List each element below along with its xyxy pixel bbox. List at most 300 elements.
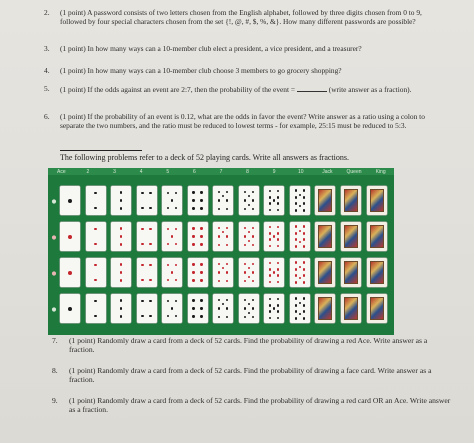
playing-card: [86, 222, 106, 251]
card-pip: [167, 300, 169, 302]
question-6: [44, 112, 444, 130]
card-pip: [277, 202, 279, 204]
face-card-art: [318, 261, 332, 284]
playing-card: [188, 222, 208, 251]
playing-card: [264, 294, 284, 323]
rank-label: 10: [298, 169, 304, 175]
face-card-art: [344, 297, 358, 320]
card-pip: [277, 238, 279, 240]
card-pip: [68, 307, 72, 311]
card-pip: [120, 307, 122, 309]
card-pip: [226, 199, 228, 201]
card-pip: [94, 192, 96, 194]
card-pip: [269, 281, 271, 283]
card-pip: [252, 199, 254, 201]
playing-card: [290, 258, 310, 287]
card-pip: [295, 238, 297, 240]
playing-card: [315, 258, 335, 287]
card-pip: [303, 261, 305, 263]
card-pip: [273, 235, 275, 237]
playing-card: [290, 222, 310, 251]
card-pip: [175, 207, 177, 209]
card-pip: [167, 243, 169, 245]
face-card-art: [370, 261, 384, 284]
card-pip: [68, 271, 72, 275]
card-pip: [303, 268, 305, 270]
rank-labels: [48, 168, 394, 177]
card-pip: [269, 310, 271, 312]
playing-card: [239, 186, 259, 215]
face-card-art: [370, 297, 384, 320]
playing-card: [315, 222, 335, 251]
card-pip: [303, 202, 305, 204]
rank-label: Queen: [346, 169, 362, 175]
card-pip: [295, 317, 297, 319]
card-pip: [295, 310, 297, 312]
question-8: [52, 366, 452, 385]
card-pip: [299, 266, 301, 268]
card-pip: [226, 263, 228, 265]
card-pip: [200, 227, 202, 229]
playing-card: [86, 294, 106, 323]
card-pip: [200, 299, 202, 301]
card-pip: [171, 235, 173, 237]
card-pip: [269, 196, 271, 198]
question-number: 5.: [44, 84, 50, 93]
card-pip: [248, 267, 250, 269]
card-pip: [244, 307, 246, 309]
card-pip: [167, 192, 169, 194]
card-pip: [248, 276, 250, 278]
card-pip: [226, 235, 228, 237]
card-pip: [192, 279, 194, 281]
question-2: [44, 8, 444, 26]
playing-card: [367, 294, 387, 323]
card-pip: [277, 209, 279, 211]
card-pip: [277, 245, 279, 247]
card-pip: [295, 297, 297, 299]
question-number: 3.: [44, 44, 50, 53]
card-pip: [299, 194, 301, 196]
card-pip: [94, 207, 96, 209]
playing-card: [239, 258, 259, 287]
face-card-art: [318, 225, 332, 248]
card-pip: [94, 228, 96, 230]
question-text: (1 point) If the probability of an event is 0.12, what are the odds in favor the event? Write answer as a ratio using a colon to separate the two numbers, and the ratio must be reduced to lowest terms - for example, 25:15 must be reduced to 5:3.: [60, 112, 425, 131]
card-pip: [226, 271, 228, 273]
question-number: 4.: [44, 66, 50, 75]
card-pip: [244, 235, 246, 237]
card-pip: [226, 307, 228, 309]
card-pip: [269, 262, 271, 264]
card-pip: [222, 195, 224, 197]
card-pip: [295, 196, 297, 198]
playing-card: [213, 294, 233, 323]
card-pip: [200, 199, 202, 201]
playing-card: [367, 186, 387, 215]
card-pip: [175, 279, 177, 281]
card-pip: [303, 209, 305, 211]
playing-card: [213, 258, 233, 287]
card-pip: [149, 315, 151, 317]
card-pip: [244, 208, 246, 210]
card-pip: [120, 315, 122, 317]
playing-card: [137, 258, 157, 287]
face-card-art: [344, 189, 358, 212]
card-pip: [303, 304, 305, 306]
face-card-art: [370, 189, 384, 212]
card-pip: [141, 192, 143, 194]
card-pip: [295, 274, 297, 276]
card-pip: [192, 199, 194, 201]
spades-icon: [50, 186, 58, 216]
card-pip: [269, 232, 271, 234]
card-pip: [299, 302, 301, 304]
card-pip: [175, 192, 177, 194]
question-number: 6.: [44, 112, 50, 121]
card-pip: [277, 317, 279, 319]
card-pip: [269, 238, 271, 240]
card-pip: [200, 271, 202, 273]
playing-card: [137, 186, 157, 215]
card-pip: [120, 207, 122, 209]
card-pip: [192, 191, 194, 193]
card-pip: [303, 297, 305, 299]
card-pip: [303, 281, 305, 283]
card-pip: [248, 240, 250, 242]
card-pip: [269, 202, 271, 204]
card-pip: [277, 196, 279, 198]
card-pip: [277, 298, 279, 300]
card-pip: [218, 244, 220, 246]
card-pip: [192, 207, 194, 209]
card-pip: [303, 189, 305, 191]
card-pip: [167, 279, 169, 281]
card-pip: [218, 263, 220, 265]
playing-card: [162, 222, 182, 251]
card-pip: [192, 299, 194, 301]
playing-card: [341, 294, 361, 323]
card-pip: [299, 277, 301, 279]
face-card-art: [370, 225, 384, 248]
card-pip: [269, 317, 271, 319]
question-number: 9.: [52, 396, 58, 405]
card-pip: [248, 195, 250, 197]
card-pip: [192, 271, 194, 273]
question-3: [44, 44, 444, 53]
playing-card: [86, 258, 106, 287]
card-pip: [218, 199, 220, 201]
card-pip: [175, 315, 177, 317]
playing-card: [213, 186, 233, 215]
card-pip: [277, 281, 279, 283]
playing-card: [264, 186, 284, 215]
hearts-icon: [50, 222, 58, 252]
card-pip: [141, 228, 143, 230]
card-pip: [269, 226, 271, 228]
rank-label: 9: [272, 169, 276, 175]
card-pip: [244, 191, 246, 193]
card-pip: [167, 228, 169, 230]
card-pip: [303, 317, 305, 319]
card-pip: [218, 191, 220, 193]
card-pip: [94, 243, 96, 245]
card-pip: [226, 191, 228, 193]
card-pip: [120, 199, 122, 201]
card-pip: [299, 241, 301, 243]
card-pip: [252, 280, 254, 282]
question-text: (1 point) Randomly draw a card from a deck of 52 cards. Find the probability of drawing a red card OR an Ace. Write answer as a fraction.: [69, 396, 451, 415]
question-text: (1 point) A password consists of two letters chosen from the English alphabet, followed by three digits chosen from 0 to 9, followed by four special characters chosen from the set {!, @, #, $, %, &}. How many different passwords are possible?: [60, 8, 422, 27]
card-pip: [295, 281, 297, 283]
card-pip: [171, 307, 173, 309]
playing-card: [162, 258, 182, 287]
card-pip: [295, 225, 297, 227]
card-pip: [248, 312, 250, 314]
card-pip: [149, 228, 151, 230]
card-pip: [295, 261, 297, 263]
card-pip: [149, 243, 151, 245]
card-pip: [244, 244, 246, 246]
question-9: [52, 396, 452, 415]
playing-card: [111, 258, 131, 287]
card-pip: [277, 226, 279, 228]
card-pip: [303, 232, 305, 234]
card-pip: [244, 316, 246, 318]
face-card-art: [318, 189, 332, 212]
face-card-art: [344, 225, 358, 248]
question-7: [52, 336, 452, 355]
card-pip: [299, 205, 301, 207]
playing-card: [137, 222, 157, 251]
card-pip: [244, 227, 246, 229]
card-pip: [120, 299, 122, 301]
card-pip: [171, 271, 173, 273]
playing-card: [315, 186, 335, 215]
card-pip: [299, 313, 301, 315]
card-pip: [277, 274, 279, 276]
card-pip: [303, 225, 305, 227]
playing-card: [188, 258, 208, 287]
card-pip: [273, 199, 275, 201]
card-pip: [200, 207, 202, 209]
divider-line: [60, 150, 142, 151]
card-pip: [226, 280, 228, 282]
card-pip: [226, 244, 228, 246]
question-text: (1 point) Randomly draw a card from a deck of 52 cards. Find the probability of drawing a red Ace. Write answer as a fraction.: [69, 336, 428, 355]
playing-card: [111, 294, 131, 323]
rank-label: King: [375, 169, 386, 175]
card-pip: [269, 274, 271, 276]
question-text-tail: (write answer as a fraction).: [328, 85, 412, 94]
playing-card: [239, 222, 259, 251]
card-pip: [252, 316, 254, 318]
card-pip: [141, 300, 143, 302]
card-pip: [303, 274, 305, 276]
playing-card: [315, 294, 335, 323]
playing-card: [341, 258, 361, 287]
rank-label: 6: [192, 169, 196, 175]
rank-label: Jack: [322, 169, 333, 175]
card-pip: [192, 263, 194, 265]
card-pip: [120, 243, 122, 245]
card-pip: [149, 192, 151, 194]
card-pip: [295, 268, 297, 270]
card-pip: [277, 268, 279, 270]
card-pip: [218, 235, 220, 237]
question-text: (1 point) If the odds against an event are 2:7, then the probability of the event =: [60, 85, 296, 94]
playing-card: [264, 258, 284, 287]
card-pip: [141, 243, 143, 245]
question-text: (1 point) In how many ways can a 10-member club choose 3 members to go grocery shopping?: [60, 66, 342, 75]
card-pip: [175, 264, 177, 266]
card-pip: [68, 235, 72, 239]
playing-card: [60, 222, 80, 251]
card-pip: [200, 315, 202, 317]
card-pip: [295, 304, 297, 306]
question-number: 7.: [52, 336, 58, 345]
playing-card: [60, 294, 80, 323]
playing-card: [86, 186, 106, 215]
card-pip: [273, 271, 275, 273]
card-pip: [120, 279, 122, 281]
card-pip: [295, 209, 297, 211]
playing-card: [162, 186, 182, 215]
card-pip: [248, 204, 250, 206]
playing-card: [60, 258, 80, 287]
question-number: 2.: [44, 8, 50, 17]
card-pip: [277, 310, 279, 312]
card-pip: [226, 299, 228, 301]
playing-card: [188, 186, 208, 215]
rank-label: 5: [166, 169, 170, 175]
playing-card: [162, 294, 182, 323]
card-pip: [277, 232, 279, 234]
card-pip: [244, 299, 246, 301]
card-pip: [273, 307, 275, 309]
card-pip: [244, 271, 246, 273]
rank-label: Ace: [56, 169, 66, 175]
playing-card: [111, 222, 131, 251]
card-pip: [175, 300, 177, 302]
question-4: [44, 66, 444, 75]
card-pip: [222, 303, 224, 305]
playing-card: [137, 294, 157, 323]
card-pip: [295, 189, 297, 191]
card-pip: [200, 279, 202, 281]
card-pip: [94, 279, 96, 281]
face-card-art: [318, 297, 332, 320]
card-pip: [252, 227, 254, 229]
card-pip: [269, 298, 271, 300]
playing-card: [341, 222, 361, 251]
card-pip: [171, 199, 173, 201]
question-text: (1 point) In how many ways can a 10-member club elect a president, a vice president, and a treasurer?: [60, 44, 362, 53]
card-pip: [244, 263, 246, 265]
card-pip: [252, 307, 254, 309]
playing-card: [290, 186, 310, 215]
rank-label: 3: [113, 169, 116, 175]
card-pip: [120, 263, 122, 265]
card-pip: [295, 245, 297, 247]
card-pip: [192, 243, 194, 245]
card-pip: [218, 208, 220, 210]
card-pip: [252, 191, 254, 193]
card-pip: [218, 299, 220, 301]
playing-card: [111, 186, 131, 215]
card-pip: [226, 208, 228, 210]
card-pip: [175, 243, 177, 245]
card-pip: [167, 207, 169, 209]
card-pip: [269, 190, 271, 192]
face-card-art: [344, 261, 358, 284]
card-pip: [218, 307, 220, 309]
card-pip: [244, 280, 246, 282]
card-pip: [277, 190, 279, 192]
card-pip: [248, 231, 250, 233]
card-pip: [252, 263, 254, 265]
card-pip: [192, 227, 194, 229]
card-pip: [252, 208, 254, 210]
card-pip: [200, 243, 202, 245]
card-pip: [299, 230, 301, 232]
card-pip: [141, 315, 143, 317]
card-pip: [141, 207, 143, 209]
card-pip: [252, 299, 254, 301]
card-pip: [244, 199, 246, 201]
card-pip: [252, 271, 254, 273]
card-pip: [141, 264, 143, 266]
card-pip: [269, 304, 271, 306]
answer-blank[interactable]: [297, 84, 327, 92]
card-pip: [248, 303, 250, 305]
playing-card: [341, 186, 361, 215]
card-pip: [167, 315, 169, 317]
card-pip: [303, 196, 305, 198]
card-pip: [252, 244, 254, 246]
card-pip: [167, 264, 169, 266]
playing-card: [239, 294, 259, 323]
card-pip: [68, 199, 72, 203]
playing-card: [367, 258, 387, 287]
card-pip: [200, 235, 202, 237]
card-pip: [120, 271, 122, 273]
diamonds-icon: [50, 258, 58, 288]
card-pip: [94, 315, 96, 317]
question-number: 8.: [52, 366, 58, 375]
card-pip: [269, 245, 271, 247]
card-pip: [200, 263, 202, 265]
rank-label: 8: [246, 169, 249, 175]
card-pip: [192, 315, 194, 317]
card-pip: [175, 228, 177, 230]
card-pip: [192, 307, 194, 309]
card-pip: [277, 304, 279, 306]
card-pip: [218, 316, 220, 318]
card-pip: [149, 300, 151, 302]
card-pip: [295, 232, 297, 234]
card-pip: [218, 227, 220, 229]
rank-label: 2: [86, 169, 90, 175]
card-pip: [200, 307, 202, 309]
card-pip: [269, 209, 271, 211]
card-pip: [303, 238, 305, 240]
card-pip: [222, 267, 224, 269]
card-pip: [252, 235, 254, 237]
card-pip: [120, 227, 122, 229]
card-pip: [222, 231, 224, 233]
playing-card: [264, 222, 284, 251]
